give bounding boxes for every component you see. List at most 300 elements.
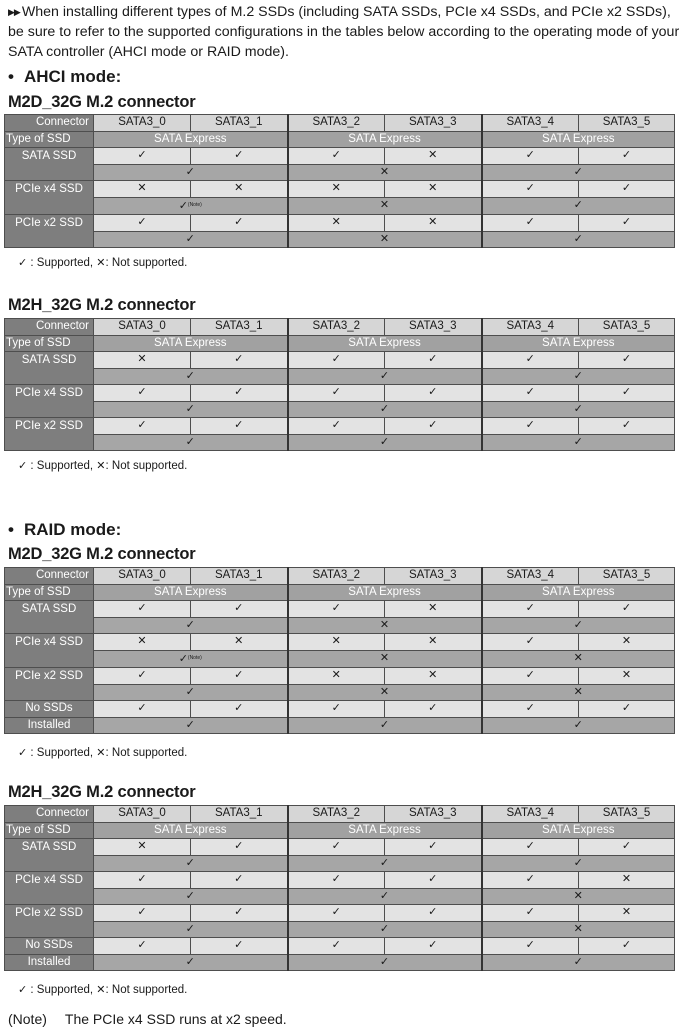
sata-express-support-cell — [288, 401, 482, 418]
sata-express-label: SATA Express — [348, 585, 421, 598]
port-support-cell — [288, 872, 385, 889]
sata-express-support-cell — [94, 401, 288, 418]
cross-icon: ✕ — [428, 149, 438, 161]
sata-express-support-cell — [94, 231, 288, 248]
check-icon: ✓ — [525, 939, 535, 951]
row-label-text: SATA SSD — [21, 603, 77, 615]
check-icon: ✓ — [137, 602, 147, 614]
port-header — [579, 806, 675, 823]
sata-express-support-cell — [288, 855, 482, 872]
legend: ✓ : Supported, ✕: Not supported. — [18, 257, 188, 269]
sata-express-header — [482, 131, 675, 148]
cross-icon: ✕ — [331, 182, 341, 194]
port-support-cell — [482, 601, 579, 618]
sata-express-support-cell — [482, 164, 675, 181]
support-table — [4, 805, 675, 971]
check-icon: ✓ — [525, 840, 535, 852]
check-icon: ✓ — [331, 386, 341, 398]
sata-express-support-cell — [288, 231, 482, 248]
sata-express-label: SATA Express — [542, 336, 615, 349]
port-label: SATA3_3 — [408, 116, 457, 128]
check-icon: ✓ — [621, 216, 632, 228]
port-support-cell — [482, 872, 579, 889]
sata-express-support-cell — [288, 164, 482, 181]
support-table — [4, 318, 675, 451]
port-label: SATA3_5 — [602, 807, 651, 819]
check-icon: ✓ — [525, 635, 535, 647]
table-row — [5, 921, 675, 938]
cross-icon: ✕ — [137, 182, 147, 194]
port-label: SATA3_0 — [118, 116, 166, 128]
sata-express-header — [288, 335, 482, 352]
connector-header — [5, 806, 94, 823]
check-icon: ✓ — [621, 702, 632, 714]
port-support-cell — [191, 148, 288, 165]
sata-express-label: SATA Express — [542, 132, 615, 145]
row-label — [5, 701, 94, 718]
row-label — [5, 601, 94, 634]
row-label — [5, 954, 94, 971]
sata-express-support-cell — [94, 855, 288, 872]
port-label: SATA3_3 — [408, 320, 457, 332]
sata-express-header — [94, 584, 288, 601]
port-support-cell — [385, 839, 482, 856]
sata-express-label: SATA Express — [154, 336, 227, 349]
port-label: SATA3_1 — [214, 807, 263, 819]
check-icon: ✓ — [137, 873, 147, 885]
row-label — [5, 215, 94, 248]
check-icon: ✓ — [331, 149, 341, 161]
port-label: SATA3_2 — [312, 807, 361, 819]
table-row — [5, 385, 675, 402]
port-support-cell — [191, 668, 288, 685]
check-icon: ✓ — [379, 889, 390, 902]
port-support-cell — [191, 701, 288, 718]
port-support-cell — [579, 385, 675, 402]
check-icon: ✓ — [185, 718, 195, 731]
port-support-cell — [482, 385, 579, 402]
check-icon: ✓ — [525, 702, 535, 714]
sata-express-support-cell — [288, 954, 482, 971]
mode-heading-ahci: • AHCI mode: — [8, 67, 122, 86]
sata-express-support-cell — [94, 164, 288, 181]
check-icon: ✓ — [234, 149, 244, 161]
port-support-cell — [579, 601, 675, 618]
port-support-cell — [385, 668, 482, 685]
row-label — [5, 938, 94, 955]
check-icon: ✓ — [137, 419, 147, 431]
mode-heading-raid: • RAID mode: — [8, 520, 122, 539]
cross-icon: ✕ — [234, 635, 244, 647]
port-header — [579, 319, 675, 336]
sata-express-support-cell — [94, 368, 288, 385]
port-header — [482, 568, 579, 585]
sata-express-label: SATA Express — [154, 585, 227, 598]
table-row — [5, 148, 675, 165]
port-support-cell — [385, 418, 482, 435]
table-row — [5, 401, 675, 418]
check-icon: ✓ — [573, 856, 583, 869]
table-row — [5, 701, 675, 718]
port-support-cell — [288, 215, 385, 232]
cross-icon: ✕ — [137, 353, 147, 365]
sata-express-label: SATA Express — [348, 823, 421, 836]
row-label-text: PCIe x2 SSD — [15, 670, 83, 682]
table-row — [5, 601, 675, 618]
port-header — [385, 568, 482, 585]
sata-express-support-cell — [482, 434, 675, 451]
connector-header — [5, 115, 94, 132]
port-support-cell — [94, 352, 191, 369]
check-icon: ✓ — [379, 922, 390, 935]
row-label — [5, 872, 94, 905]
cross-icon: ✕ — [137, 840, 147, 852]
cross-icon: ✕ — [96, 460, 106, 472]
check-icon: ✓ — [331, 840, 341, 852]
check-icon: ✓ — [185, 618, 195, 631]
cross-icon: ✕ — [96, 257, 106, 269]
port-support-cell — [288, 148, 385, 165]
table-row — [5, 668, 675, 685]
port-header — [482, 319, 579, 336]
port-support-cell — [94, 839, 191, 856]
sata-express-header — [94, 335, 288, 352]
cross-icon: ✕ — [573, 922, 583, 935]
check-icon: ✓ — [525, 873, 535, 885]
sata-express-support-cell — [94, 921, 288, 938]
port-support-cell — [191, 872, 288, 889]
check-icon: ✓ — [525, 419, 535, 431]
legend: ✓ : Supported, ✕: Not supported. — [18, 984, 188, 996]
table-row — [5, 839, 675, 856]
port-support-cell — [579, 352, 675, 369]
port-header — [191, 568, 288, 585]
type-of-ssd-label: Type of SSD — [6, 132, 71, 145]
port-support-cell — [191, 181, 288, 198]
check-icon: ✓ — [137, 702, 147, 714]
port-header — [288, 806, 385, 823]
port-support-cell — [579, 181, 675, 198]
port-support-cell — [482, 839, 579, 856]
check-icon: ✓ — [331, 906, 341, 918]
cross-icon: ✕ — [331, 216, 341, 228]
port-support-cell — [385, 872, 482, 889]
sata-express-support-cell — [94, 954, 288, 971]
check-icon: ✓ — [234, 669, 244, 681]
table-title: M2D_32G M.2 connector — [8, 93, 196, 111]
sata-express-support-cell — [288, 434, 482, 451]
port-support-cell — [579, 148, 675, 165]
check-icon: ✓ — [621, 840, 632, 852]
check-icon: ✓ — [331, 602, 341, 614]
sata-express-support-cell — [482, 197, 675, 215]
check-icon: ✓ — [137, 669, 147, 681]
connector-label: Connector — [35, 569, 89, 581]
port-support-cell — [191, 352, 288, 369]
port-support-cell — [579, 938, 675, 955]
check-icon: ✓ — [525, 602, 535, 614]
sata-express-label: SATA Express — [348, 132, 421, 145]
sata-express-header — [482, 335, 675, 352]
sata-express-support-cell — [482, 921, 675, 938]
table-row — [5, 855, 675, 872]
row-label — [5, 905, 94, 938]
check-icon: ✓ — [234, 353, 244, 365]
check-icon: ✓ — [573, 718, 583, 731]
port-support-cell — [288, 668, 385, 685]
check-icon: ✓ — [234, 906, 244, 918]
check-icon: ✓ — [234, 419, 244, 431]
port-support-cell — [579, 634, 675, 651]
sata-express-support-cell — [288, 650, 482, 668]
table-row — [5, 684, 675, 701]
port-label: SATA3_3 — [408, 807, 457, 819]
check-icon: ✓ — [185, 165, 195, 178]
row-label-text: Installed — [27, 955, 71, 968]
port-label: SATA3_4 — [506, 116, 555, 128]
cross-icon: ✕ — [573, 889, 583, 902]
row-label-text: PCIe x4 SSD — [15, 183, 83, 195]
cross-icon: ✕ — [428, 182, 438, 194]
check-icon: ✓ — [331, 939, 341, 951]
port-support-cell — [385, 215, 482, 232]
port-label: SATA3_1 — [214, 116, 263, 128]
row-label-text: PCIe x4 SSD — [15, 636, 83, 648]
check-icon: ✓ — [525, 149, 535, 161]
port-header — [288, 115, 385, 132]
check-icon: ✓ — [331, 873, 341, 885]
check-icon: ✓ — [428, 702, 438, 714]
port-label: SATA3_3 — [408, 569, 457, 581]
port-support-cell — [482, 634, 579, 651]
port-support-cell — [482, 938, 579, 955]
port-support-cell — [482, 905, 579, 922]
port-header — [385, 806, 482, 823]
table-row — [5, 938, 675, 955]
table-row — [5, 197, 675, 215]
check-icon: ✓ — [621, 386, 632, 398]
check-icon: ✓ — [525, 386, 535, 398]
check-icon: ✓ — [185, 369, 195, 382]
row-label-text: No SSDs — [25, 939, 73, 951]
note-tag: (Note) — [187, 654, 202, 661]
cross-icon: ✕ — [137, 635, 147, 647]
port-support-cell — [288, 905, 385, 922]
check-icon: ✓ — [428, 873, 438, 885]
port-support-cell — [288, 385, 385, 402]
sata-express-label: SATA Express — [154, 823, 227, 836]
check-icon: ✓ — [573, 955, 583, 968]
port-support-cell — [288, 418, 385, 435]
port-header — [579, 568, 675, 585]
type-of-ssd-label: Type of SSD — [6, 585, 71, 598]
port-support-cell — [482, 418, 579, 435]
port-support-cell — [94, 215, 191, 232]
row-label-text: PCIe x2 SSD — [15, 217, 83, 229]
port-support-cell — [94, 385, 191, 402]
note-tag: (Note) — [187, 201, 202, 208]
cross-icon: ✕ — [379, 618, 390, 631]
check-icon: ✓ — [185, 955, 195, 968]
port-header — [94, 319, 191, 336]
sata-express-header — [288, 822, 482, 839]
table-row — [5, 231, 675, 248]
sata-express-header — [482, 822, 675, 839]
row-label — [5, 385, 94, 418]
sata-express-support-cell — [482, 855, 675, 872]
connector-label: Connector — [35, 320, 89, 332]
sata-express-support-cell — [94, 684, 288, 701]
cross-icon: ✕ — [428, 602, 438, 614]
type-of-ssd-header — [5, 335, 94, 352]
port-support-cell — [94, 938, 191, 955]
type-of-ssd-label: Type of SSD — [6, 823, 71, 836]
sata-express-label: SATA Express — [542, 585, 615, 598]
check-icon: ✓ — [379, 435, 390, 448]
sata-express-support-cell — [94, 434, 288, 451]
sata-express-support-cell — [482, 617, 675, 634]
table-row — [5, 905, 675, 922]
check-icon: ✓ — [178, 199, 188, 212]
table-row — [5, 717, 675, 734]
footnote-tag: (Note) — [8, 1011, 47, 1027]
connector-label: Connector — [35, 807, 89, 819]
table-row — [5, 650, 675, 668]
port-support-cell — [191, 601, 288, 618]
sata-express-support-cell — [288, 684, 482, 701]
connector-header — [5, 568, 94, 585]
port-support-cell — [482, 352, 579, 369]
check-icon: ✓ — [234, 602, 244, 614]
check-icon: ✓ — [234, 216, 244, 228]
port-support-cell — [94, 905, 191, 922]
port-support-cell — [579, 701, 675, 718]
check-icon: ✓ — [234, 873, 244, 885]
sata-express-support-cell — [482, 684, 675, 701]
port-support-cell — [579, 668, 675, 685]
port-label: SATA3_0 — [118, 569, 166, 581]
port-label: SATA3_5 — [602, 320, 651, 332]
table-title: M2H_32G M.2 connector — [8, 296, 196, 314]
check-icon: ✓ — [621, 939, 632, 951]
cross-icon: ✕ — [621, 635, 632, 647]
sata-express-support-cell — [482, 888, 675, 905]
cross-icon: ✕ — [621, 669, 632, 681]
sata-express-support-cell — [482, 231, 675, 248]
check-icon: ✓ — [185, 889, 195, 902]
port-support-cell — [94, 872, 191, 889]
check-icon: ✓ — [178, 652, 188, 665]
sata-express-support-cell — [94, 717, 288, 734]
connector-header — [5, 319, 94, 336]
cross-icon: ✕ — [379, 199, 390, 211]
check-icon: ✓ — [573, 369, 583, 382]
check-icon: ✓ — [234, 386, 244, 398]
sata-express-support-cell — [94, 197, 288, 215]
check-icon: ✓ — [18, 460, 28, 472]
row-label — [5, 181, 94, 215]
table-row — [5, 888, 675, 905]
port-label: SATA3_5 — [602, 569, 651, 581]
check-icon: ✓ — [137, 216, 147, 228]
cross-icon: ✕ — [96, 984, 106, 996]
port-support-cell — [288, 352, 385, 369]
sata-express-support-cell — [482, 954, 675, 971]
port-support-cell — [385, 634, 482, 651]
port-support-cell — [288, 701, 385, 718]
row-label-text: SATA SSD — [21, 150, 77, 162]
port-header — [191, 806, 288, 823]
type-of-ssd-label: Type of SSD — [6, 336, 71, 349]
row-label — [5, 717, 94, 734]
port-header — [94, 806, 191, 823]
port-support-cell — [191, 839, 288, 856]
port-support-cell — [482, 701, 579, 718]
port-label: SATA3_1 — [214, 569, 263, 581]
check-icon: ✓ — [185, 922, 195, 935]
port-support-cell — [94, 634, 191, 651]
port-label: SATA3_2 — [312, 320, 361, 332]
port-support-cell — [385, 352, 482, 369]
port-header — [94, 568, 191, 585]
check-icon: ✓ — [428, 939, 438, 951]
port-support-cell — [191, 418, 288, 435]
table-row — [5, 352, 675, 369]
port-label: SATA3_5 — [602, 116, 651, 128]
check-icon: ✓ — [621, 149, 632, 161]
port-label: SATA3_2 — [312, 116, 361, 128]
port-label: SATA3_4 — [506, 569, 555, 581]
sata-express-support-cell — [288, 368, 482, 385]
sata-express-support-cell — [288, 888, 482, 905]
sata-express-support-cell — [94, 888, 288, 905]
row-label-text: No SSDs — [25, 702, 73, 714]
row-label-text: SATA SSD — [21, 354, 77, 366]
check-icon: ✓ — [573, 618, 583, 631]
sata-express-header — [288, 584, 482, 601]
legend: ✓ : Supported, ✕: Not supported. — [18, 747, 188, 759]
port-support-cell — [385, 701, 482, 718]
port-header — [94, 115, 191, 132]
port-support-cell — [94, 601, 191, 618]
cross-icon: ✕ — [573, 685, 583, 698]
support-table — [4, 114, 675, 248]
check-icon: ✓ — [331, 419, 341, 431]
row-label-text: PCIe x4 SSD — [15, 387, 83, 399]
port-support-cell — [288, 601, 385, 618]
cross-icon: ✕ — [379, 652, 390, 664]
row-label-text: Installed — [27, 718, 71, 731]
check-icon: ✓ — [621, 353, 632, 365]
port-header — [482, 115, 579, 132]
port-support-cell — [482, 181, 579, 198]
sata-express-support-cell — [288, 197, 482, 215]
check-icon: ✓ — [573, 165, 583, 178]
check-icon: ✓ — [525, 906, 535, 918]
check-icon: ✓ — [379, 369, 390, 382]
check-icon: ✓ — [621, 602, 632, 614]
row-label-text: PCIe x2 SSD — [15, 907, 83, 919]
sata-express-label: SATA Express — [348, 336, 421, 349]
port-support-cell — [579, 839, 675, 856]
check-icon: ✓ — [331, 702, 341, 714]
port-support-cell — [482, 148, 579, 165]
check-icon: ✓ — [525, 216, 535, 228]
row-label-text: PCIe x4 SSD — [15, 874, 83, 886]
port-support-cell — [385, 938, 482, 955]
check-icon: ✓ — [428, 840, 438, 852]
port-support-cell — [94, 148, 191, 165]
